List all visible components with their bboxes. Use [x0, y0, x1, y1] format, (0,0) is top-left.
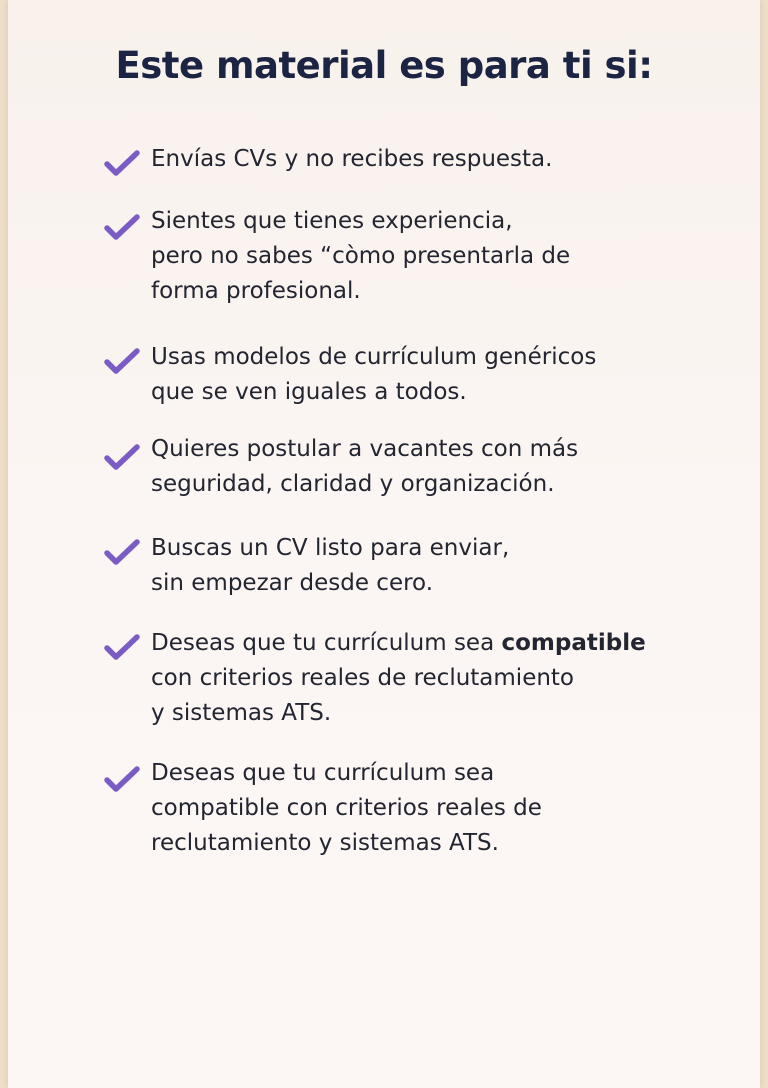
item-text: Deseas que tu currículum sea compatible con criterios reales de reclutamiento y sistemas ATS. — [151, 760, 542, 856]
item-text — [151, 626, 711, 731]
page-title: Este material es para ti si: — [115, 44, 653, 87]
check-icon — [104, 346, 140, 376]
item-text: Envías CVs y no recibes respuesta. — [151, 146, 553, 172]
check-icon — [104, 148, 140, 178]
item-text: Buscas un CV listo para enviar, sin empezar desde cero. — [151, 535, 510, 596]
check-icon — [104, 537, 140, 567]
check-icon — [104, 764, 140, 794]
item-text: Quieres postular a vacantes con más seguridad, claridad y organización. — [151, 436, 579, 497]
item-text-start: Deseas que tu currículum sea — [151, 630, 502, 656]
item-text-emphasis: compatible — [501, 630, 646, 656]
item-text: Usas modelos de currículum genéricos que se ven iguales a todos. — [151, 344, 597, 405]
page-sheet — [8, 0, 760, 1088]
check-icon — [104, 632, 140, 662]
check-icon — [104, 212, 140, 242]
item-text: Sientes que tienes experiencia, pero no sabes “còmo presentarla de forma profesional. — [151, 208, 571, 304]
item-text-end: con criterios reales de reclutamiento y sistemas ATS. — [151, 665, 575, 726]
check-icon — [104, 442, 140, 472]
